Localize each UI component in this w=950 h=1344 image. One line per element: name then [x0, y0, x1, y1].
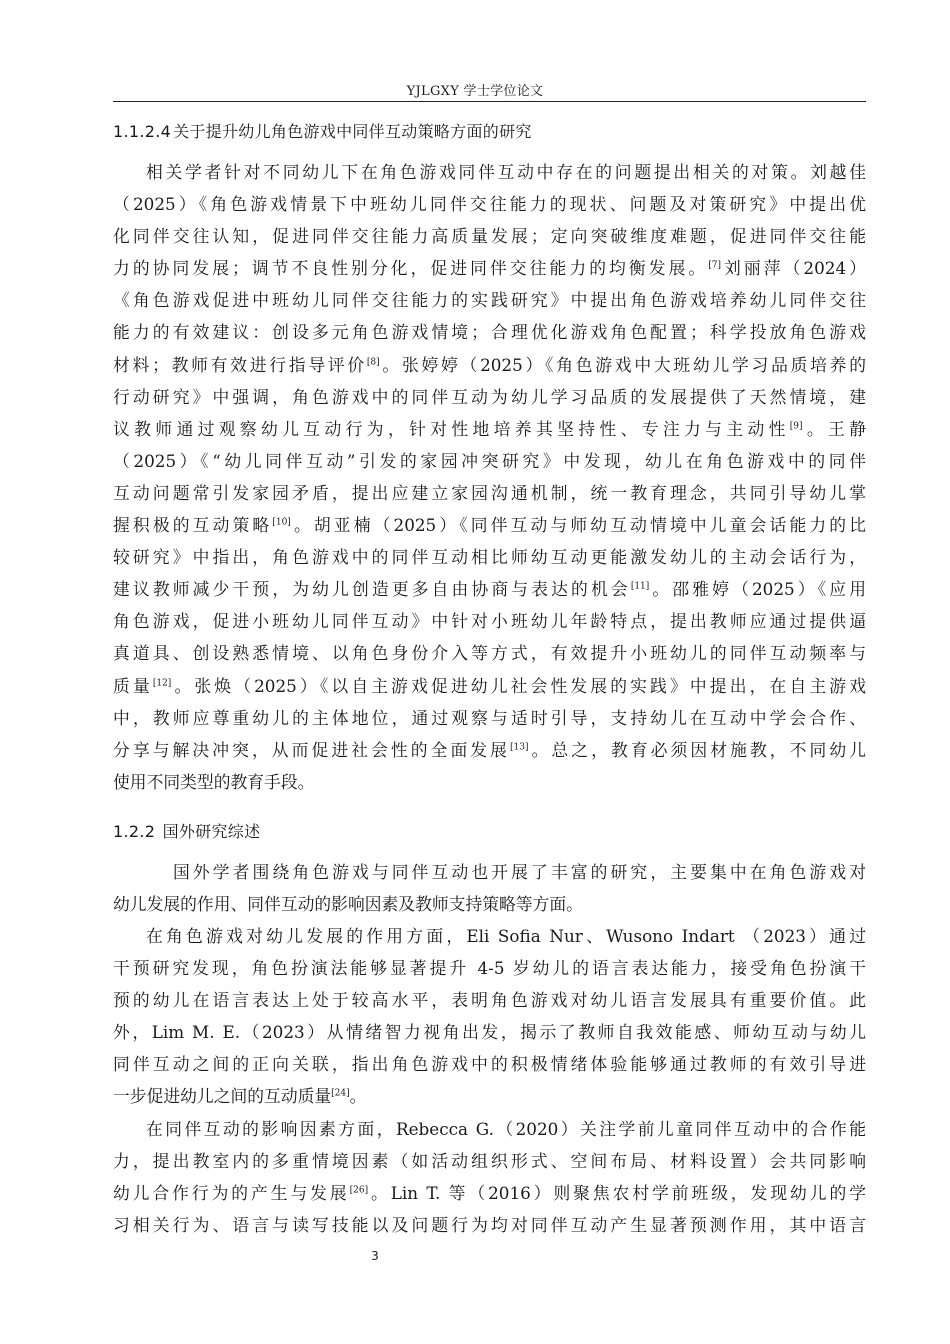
text-line: 同伴互动之间的正向关联，指出角色游戏中的积极情绪体验能够通过教师的有效引导进	[113, 1054, 866, 1075]
text-line	[113, 349, 866, 381]
text-line: 习相关行为、语言与读写技能以及问题行为均对同伴互动产生显著预测作用，其中语言	[113, 1215, 866, 1236]
text-segment: 力的协同发展；调节不良性别分化，促进同伴交往能力的均衡发展。	[113, 258, 709, 279]
text-segment: 。Lin T. 等（2016）则聚焦农村学前班级，发现幼儿的学	[368, 1183, 866, 1204]
text-line: （2025）《角色游戏情景下中班幼儿同伴交往能力的现状、问题及对策研究》中提出优	[113, 194, 866, 215]
citation-ref: [7]	[708, 260, 721, 271]
citation-ref: [11]	[630, 581, 650, 592]
text-line: （2025）《“幼儿同伴互动”引发的家园冲突研究》中发现，幼儿在角色游戏中的同伴	[113, 450, 866, 471]
text-line	[113, 670, 866, 702]
text-segment: 一步促进幼儿之间的互动质量	[113, 1086, 332, 1107]
citation-ref: [12]	[152, 677, 172, 688]
paragraph-influencing-factors	[113, 1113, 866, 1241]
paragraph-role-play-effects	[113, 920, 866, 1113]
text-line	[113, 413, 866, 445]
text-line	[113, 734, 866, 766]
citation-ref: [13]	[510, 742, 529, 753]
section-title: 关于提升幼儿角色游戏中同伴互动策略方面的研究	[173, 122, 532, 141]
text-line	[113, 509, 866, 541]
text-line: 较研究》中指出，角色游戏中的同伴互动相比师幼互动更能激发幼儿的主动会话行为，	[113, 547, 866, 568]
text-segment: 握积极的互动策略	[113, 515, 273, 536]
text-line: 干预研究发现，角色扮演法能够显著提升 4-5 岁幼儿的语言表达能力，接受角色扮演干	[113, 958, 866, 979]
text-segment: 幼儿合作行为的产生与发展	[113, 1183, 350, 1204]
paragraph-foreign-overview	[113, 856, 866, 920]
text-segment: 。胡亚楠（2025）《同伴互动与师幼互动情境中儿童会话能力的比	[290, 515, 866, 536]
text-line	[113, 1080, 866, 1112]
text-line	[113, 252, 866, 284]
text-line: 力，提出教室内的多重情境因素（如活动组织形式、空间布局、材料设置）会共同影响	[113, 1151, 866, 1172]
text-line: 外，Lim M. E.（2023）从情绪智力视角出发，揭示了教师自我效能感、师幼互动与幼儿	[113, 1022, 866, 1043]
text-line: 《角色游戏促进中班幼儿同伴交往能力的实践研究》中提出角色游戏培养幼儿同伴交往	[113, 290, 866, 311]
text-line: 中，教师应尊重幼儿的主体地位，通过观察与适时引导，支持幼儿在互动中学会合作、	[113, 707, 866, 728]
text-line: 预的幼儿在语言表达上处于较高水平，表明角色游戏对幼儿语言发展具有重要价值。此	[113, 990, 866, 1011]
text-segment: 。王静	[802, 418, 866, 439]
text-line: 在同伴互动的影响因素方面，Rebecca G.（2020）关注学前儿童同伴互动中的合作能	[146, 1119, 866, 1139]
text-line: 互动问题常引发家园矛盾，提出应建立家园沟通机制，统一教育理念，共同引导幼儿掌	[113, 482, 866, 503]
citation-ref: [24]	[331, 1088, 350, 1099]
text-line	[113, 1177, 866, 1209]
text-segment: 材料；教师有效进行指导评价	[113, 354, 367, 375]
section-heading-1-1-2-4	[113, 119, 532, 142]
text-line: 化同伴交往认知，促进同伴交往能力高质量发展；定向突破维度难题，促进同伴交往能	[113, 226, 866, 247]
section-number: 1.1.2.4	[113, 122, 172, 141]
text-segment: 。张婷婷（2025）《角色游戏中大班幼儿学习品质培养的	[379, 354, 866, 375]
text-line: 幼儿发展的作用、同伴互动的影响因素及教师支持策略等方面。	[113, 894, 583, 915]
citation-ref: [26]	[349, 1185, 369, 1196]
text-segment: 。邵雅婷（2025）《应用	[649, 579, 866, 600]
section-heading-1-2-2	[113, 819, 260, 842]
text-segment: 分享与解决冲突，从而促进社会性的全面发展	[113, 739, 511, 760]
text-line: 行动研究》中强调，角色游戏中的同伴互动为幼儿学习品质的发展提供了天然情境，建	[113, 386, 866, 407]
text-line: 在角色游戏对幼儿发展的作用方面，Eli Sofia Nur、Wusono Indart （2023）通过	[146, 926, 866, 946]
text-line: 国外学者围绕角色游戏与同伴互动也开展了丰富的研究，主要集中在角色游戏对	[173, 862, 866, 882]
text-line: 能力的有效建议：创设多元角色游戏情境；合理优化游戏角色配置；科学投放角色游戏	[113, 322, 866, 343]
text-segment: 。张焕（2025）《以自主游戏促进幼儿社会性发展的实践》中提出，在自主游戏	[171, 675, 866, 696]
header-divider	[113, 101, 866, 102]
text-segment: 。	[349, 1086, 367, 1107]
text-line: 使用不同类型的教育手段。	[113, 771, 315, 792]
text-line	[113, 573, 866, 605]
citation-ref: [9]	[789, 421, 803, 432]
text-segment: 建议教师减少干预，为幼儿创造更多自由协商与表达的机会	[113, 579, 631, 600]
citation-ref: [10]	[272, 517, 291, 528]
header-title: YJLGXY 学士学位论文	[406, 84, 544, 99]
text-line: 角色游戏，促进小班幼儿同伴互动》中针对小班幼儿年龄特点，提出教师应通过提供逼	[113, 611, 866, 632]
section-number: 1.2.2	[113, 822, 156, 841]
text-segment: 。总之，教育必须因材施教，不同幼儿	[528, 739, 866, 760]
text-segment: 议教师通过观察幼儿互动行为，针对性地培养其坚持性、专注力与主动性	[113, 418, 790, 439]
text-segment: 刘丽萍（2024）	[721, 258, 866, 279]
paragraph-domestic-strategies	[113, 156, 866, 798]
text-segment: 质量	[113, 675, 153, 696]
citation-ref: [8]	[366, 356, 380, 367]
page-number: 3	[371, 1249, 379, 1263]
text-line: 相关学者针对不同幼儿下在角色游戏同伴互动中存在的问题提出相关的对策。刘越佳	[146, 162, 866, 182]
text-line: 真道具、创设熟悉情境、以角色身份介入等方式，有效提升小班幼儿的同伴互动频率与	[113, 643, 866, 664]
section-title: 国外研究综述	[162, 822, 261, 841]
